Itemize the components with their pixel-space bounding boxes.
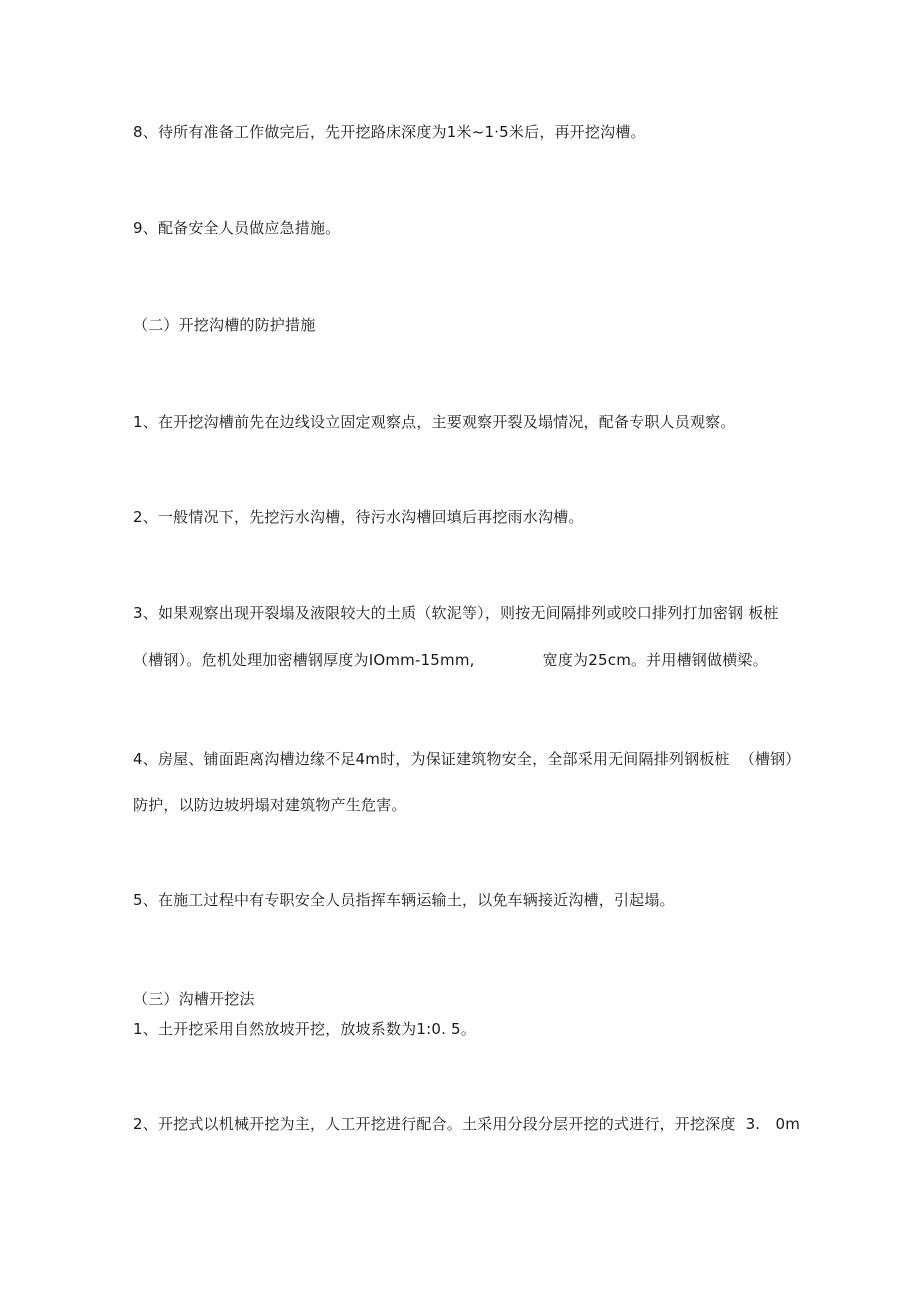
section-heading-3: （三）沟槽开挖法	[133, 990, 255, 1008]
section-3-item-2	[133, 1114, 800, 1134]
section-2-item-4-line-1	[133, 749, 801, 769]
section-heading-2: （二）开挖沟槽的防护措施	[133, 316, 316, 334]
item-4-channel-steel-text: （槽钢）	[739, 750, 801, 768]
item-3-2-depth-value: 3. 0m	[745, 1115, 801, 1133]
section-2-item-3-line-1: 3、如果观察出现开裂塌及液限较大的土质（软泥等），则按无间隔排列或咬口排列打加密钢 板桩	[133, 604, 779, 622]
section-2-item-3-line-2	[133, 650, 768, 670]
item-4-main-text: 4、房屋、铺面距离沟槽边缘不足4m时，为保证建筑物安全，全部采用无间隔排列钢板桩	[133, 750, 730, 768]
section-2-item-5: 5、在施工过程中有专职安全人员指挥车辆运输土，以免车辆接近沟槽，引起塌。	[133, 891, 675, 909]
item-3-width-text: 宽度为25cm。并用槽钢做横梁。	[542, 651, 768, 669]
section-2-item-2: 2、一般情况下，先挖污水沟槽，待污水沟槽回填后再挖雨水沟槽。	[133, 508, 584, 526]
paragraph-9: 9、配备安全人员做应急措施。	[133, 219, 341, 237]
section-2-item-1: 1、在开挖沟槽前先在边线设立固定观察点，主要观察开裂及塌情况，配备专职人员观察。	[133, 413, 736, 431]
item-3-2-main-text: 2、开挖式以机械开挖为主，人工开挖进行配合。土采用分段分层开挖的式进行，开挖深度	[133, 1115, 736, 1133]
section-2-item-4-line-2: 防护，以防边坡坍塌对建筑物产生危害。	[133, 796, 407, 814]
paragraph-8: 8、待所有准备工作做完后，先开挖路床深度为1米~1·5米后，再开挖沟槽。	[133, 123, 646, 141]
item-3-thickness-text: （槽钢）。危机处理加密槽钢厚度为IOmm-15mm,	[133, 651, 475, 669]
section-3-item-1: 1、土开挖采用自然放坡开挖，放坡系数为1:0. 5。	[133, 1020, 476, 1038]
